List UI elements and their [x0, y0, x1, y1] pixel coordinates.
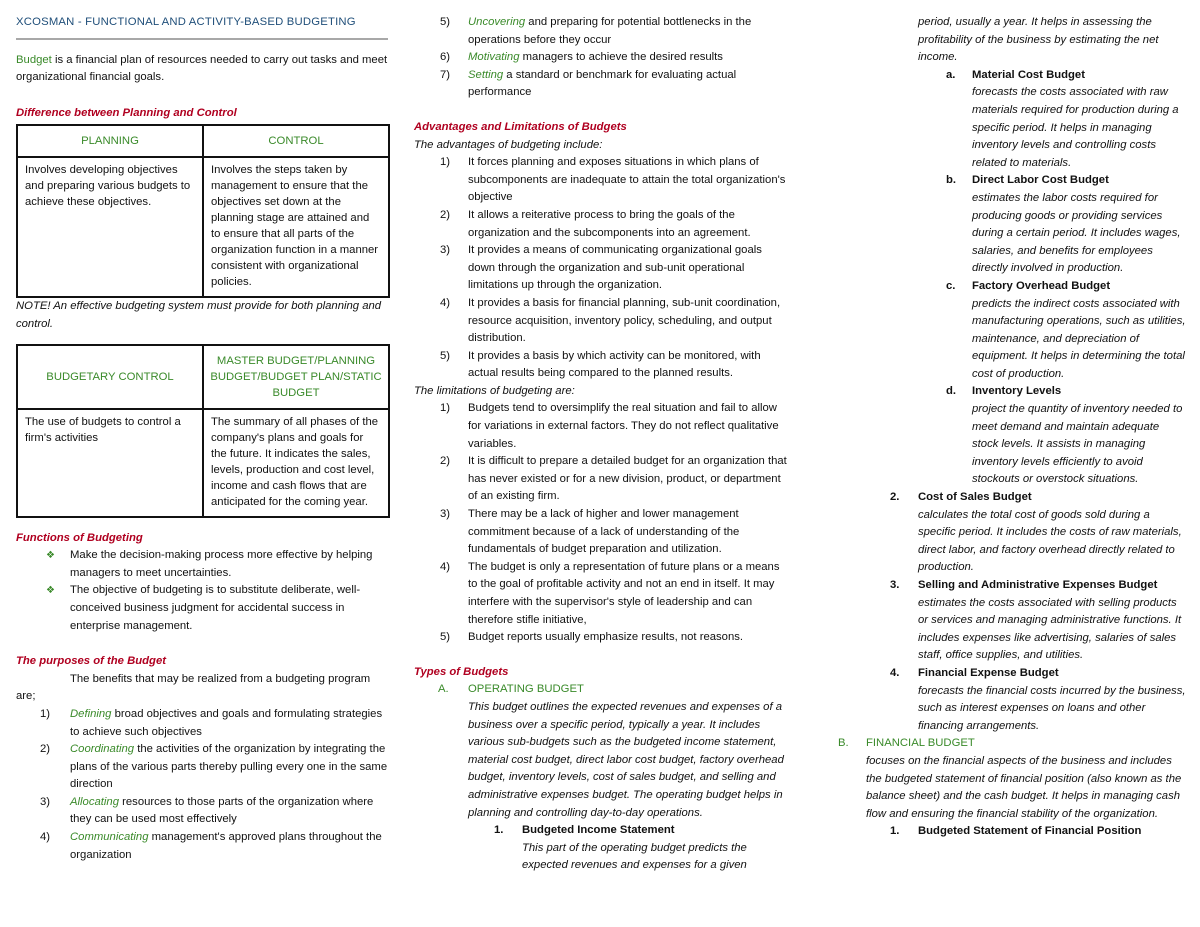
- factory-overhead-text: predicts the indirect costs associated with manufacturing operations, such as utilities, maintenance, and depreciation of equipment. It helps in determining the total cost of production.: [972, 297, 1186, 380]
- master-budget-cell: The summary of all phases of the company's plans and goals for the future. It indicates the sales, levels, production and cost level, income and cash flows that are anticipated for the coming year.: [203, 409, 389, 517]
- financial-budget-text: focuses on the financial aspects of the business and includes the budgeted statement of financial position (also known as the balance sheet) and the cash budget. It helps in managing cash flow and ensuring the financial stability of the organization.: [866, 754, 1182, 820]
- budgetary-control-header: BUDGETARY CONTROL: [17, 345, 203, 409]
- planning-control-heading: Difference between Planning and Control: [16, 106, 237, 119]
- diamond-bullet-icon: ❖: [46, 550, 55, 562]
- selling-admin-title: 3. Selling and Administrative Expenses Budget: [890, 579, 1158, 591]
- purposes-intro: The benefits that may be realized from a budgeting program are;: [16, 672, 371, 703]
- functions-heading: Functions of Budgeting: [16, 531, 143, 544]
- inventory-levels-title: d. Inventory Levels: [946, 385, 1062, 398]
- advantage-item: 5) It provides a basis by which activity can be monitored, with actual results being compared to the planned results.: [440, 349, 761, 380]
- master-budget-header: MASTER BUDGET/PLANNING BUDGET/BUDGET PLAN/STATIC BUDGET: [203, 345, 389, 409]
- purpose-item: 4) Communicating management's approved plans throughout the organization: [40, 831, 382, 861]
- operating-budget-text: This budget outlines the expected revenues and expenses of a business over a specific period, typically a year. It includes various sub-budgets such as the budgeted income statement, material cost budget, direct labor cost budget, factory overhead budget, inventory levels, cost of sales budget, and selling and administrative expenses budget. The operating budget helps in planning and controlling day-to-day operations.: [468, 700, 784, 819]
- financial-expense-title: 4. Financial Expense Budget: [890, 666, 1059, 679]
- limitations-intro: The limitations of budgeting are:: [414, 384, 575, 397]
- control-header: CONTROL: [203, 125, 389, 157]
- control-cell: Involves the steps taken by management to ensure that the objectives set down at the planning stage are attained and to ensure that all parts of the organization function in a manner consistent with organizational policies.: [203, 157, 389, 297]
- budgeted-income-title: 1. Budgeted Income Statement: [494, 824, 675, 837]
- limitation-item: 1) Budgets tend to oversimplify the real situation and fail to allow for variations in external factors. They do not reflect qualitative variables.: [440, 402, 779, 450]
- financial-budget-title: B. FINANCIAL BUDGET: [838, 737, 975, 750]
- purpose-item: 6) Motivating managers to achieve the desired results: [440, 51, 723, 64]
- direct-labor-title: b. Direct Labor Cost Budget: [946, 174, 1109, 187]
- purpose-item: 1) Defining broad objectives and goals and formulating strategies to achieve such objectives: [40, 707, 383, 738]
- budget-definition: Budget is a financial plan of resources needed to carry out tasks and meet organizational financial goals.: [16, 53, 388, 84]
- operating-budget-title: A. OPERATING BUDGET: [438, 683, 584, 696]
- budgetary-control-table: [16, 344, 390, 518]
- function-item: ❖ Make the decision-making process more effective by helping managers to meet uncertainties.: [46, 549, 373, 579]
- limitation-item: 2) It is difficult to prepare a detailed budget for an organization that has never existed or for a new division, product, or department of an existing firm.: [440, 455, 787, 503]
- budgeted-sfp-title: 1. Budgeted Statement of Financial Position: [890, 825, 1142, 838]
- column-1: [16, 14, 390, 864]
- purpose-item: 7) Setting a standard or benchmark for evaluating actual performance: [440, 68, 737, 99]
- purpose-item: 2) Coordinating the activities of the organization by integrating the plans of the various parts thereby pulling every one in the same direction: [40, 743, 388, 791]
- purpose-item: 5) Uncovering and preparing for potential bottlenecks in the operations before they occur: [440, 16, 752, 46]
- column-2: [414, 14, 790, 875]
- advantage-item: 1) It forces planning and exposes situations in which plans of subcomponents are inadequate to attain the total organization's objective: [440, 156, 786, 204]
- cost-of-sales-title: 2. Cost of Sales Budget: [890, 491, 1032, 504]
- selling-admin-text: estimates the costs associated with selling products or services and managing administrative functions. It includes expenses like advertising, salaries of sales staff, office supplies, and utilities.: [918, 596, 1182, 662]
- planning-cell: Involves developing objectives and preparing various budgets to achieve these objectives.: [17, 157, 203, 297]
- cost-of-sales-text: calculates the total cost of goods sold during a specific period. It includes the costs of raw materials, direct labor, and factory overhead directly related to production.: [918, 508, 1182, 574]
- purpose-item: 3) Allocating resources to those parts of the organization where they can be used most effectively: [40, 795, 374, 826]
- diamond-bullet-icon: ❖: [46, 585, 55, 597]
- advantage-item: 2) It allows a reiterative process to bring the goals of the organization and the subcomponents into an agreement.: [440, 208, 751, 239]
- note: NOTE! An effective budgeting system must provide for both planning and control.: [16, 300, 382, 330]
- budgetary-control-cell: The use of budgets to control a firm's activities: [17, 409, 203, 517]
- advantages-intro: The advantages of budgeting include:: [414, 138, 603, 151]
- inventory-levels-text: project the quantity of inventory needed to meet demand and maintain adequate stock levels. It assists in managing inventory levels efficiently to avoid stockouts or overstock situations.: [972, 403, 1183, 486]
- limitation-item: 3) There may be a lack of higher and lower management commitment because of a lack of understanding of the fundamentals of budget preparation and utilization.: [440, 508, 740, 556]
- direct-labor-text: estimates the labor costs required for producing goods or providing services during a certain period. It includes wages, salaries, and benefits for employees directly involved in production.: [972, 191, 1181, 275]
- title-divider: [16, 38, 388, 40]
- limitation-item: 5) Budget reports usually emphasize results, not reasons.: [440, 631, 744, 644]
- budgeted-income-text: This part of the operating budget predicts the expected revenues and expenses for a given: [522, 841, 747, 872]
- advantage-item: 3) It provides a means of communicating organizational goals down through the organization and sub-unit operational limitations up through the organization.: [440, 244, 762, 292]
- limitation-item: 4) The budget is only a representation of future plans or a means to the goal of profitable activity and not an end in itself. It may interfere with the supervisor's style of leadership and can therefore stifle initiative,: [440, 560, 780, 626]
- material-cost-text: forecasts the costs associated with raw materials required for production during a specific period. It helps in managing inventory levels and controlling costs related to materials.: [972, 86, 1179, 169]
- types-heading: Types of Budgets: [414, 665, 509, 678]
- function-item: ❖ The objective of budgeting is to substitute deliberate, well-conceived business judgment for accidental success in enterprise management.: [46, 584, 361, 632]
- column-3: [838, 14, 1188, 841]
- advantage-item: 4) It provides a basis for financial planning, sub-unit coordination, resource acquisition, inventory policy, scheduling, and output distribution.: [440, 296, 781, 345]
- factory-overhead-title: c. Factory Overhead Budget: [946, 279, 1111, 292]
- budgeted-income-text-cont: period, usually a year. It helps in assessing the profitability of the business by estimating the net income.: [918, 16, 1159, 64]
- financial-expense-text: forecasts the financial costs incurred by the business, such as interest expenses on loans and other financing arrangements.: [918, 684, 1186, 732]
- planning-header: PLANNING: [17, 125, 203, 157]
- document-title: XCOSMAN - FUNCTIONAL AND ACTIVITY-BASED BUDGETING: [16, 16, 356, 28]
- material-cost-title: a. Material Cost Budget: [946, 68, 1085, 81]
- adv-lim-heading: Advantages and Limitations of Budgets: [414, 120, 627, 133]
- planning-control-table: [16, 124, 390, 298]
- purposes-heading: The purposes of the Budget: [16, 655, 166, 668]
